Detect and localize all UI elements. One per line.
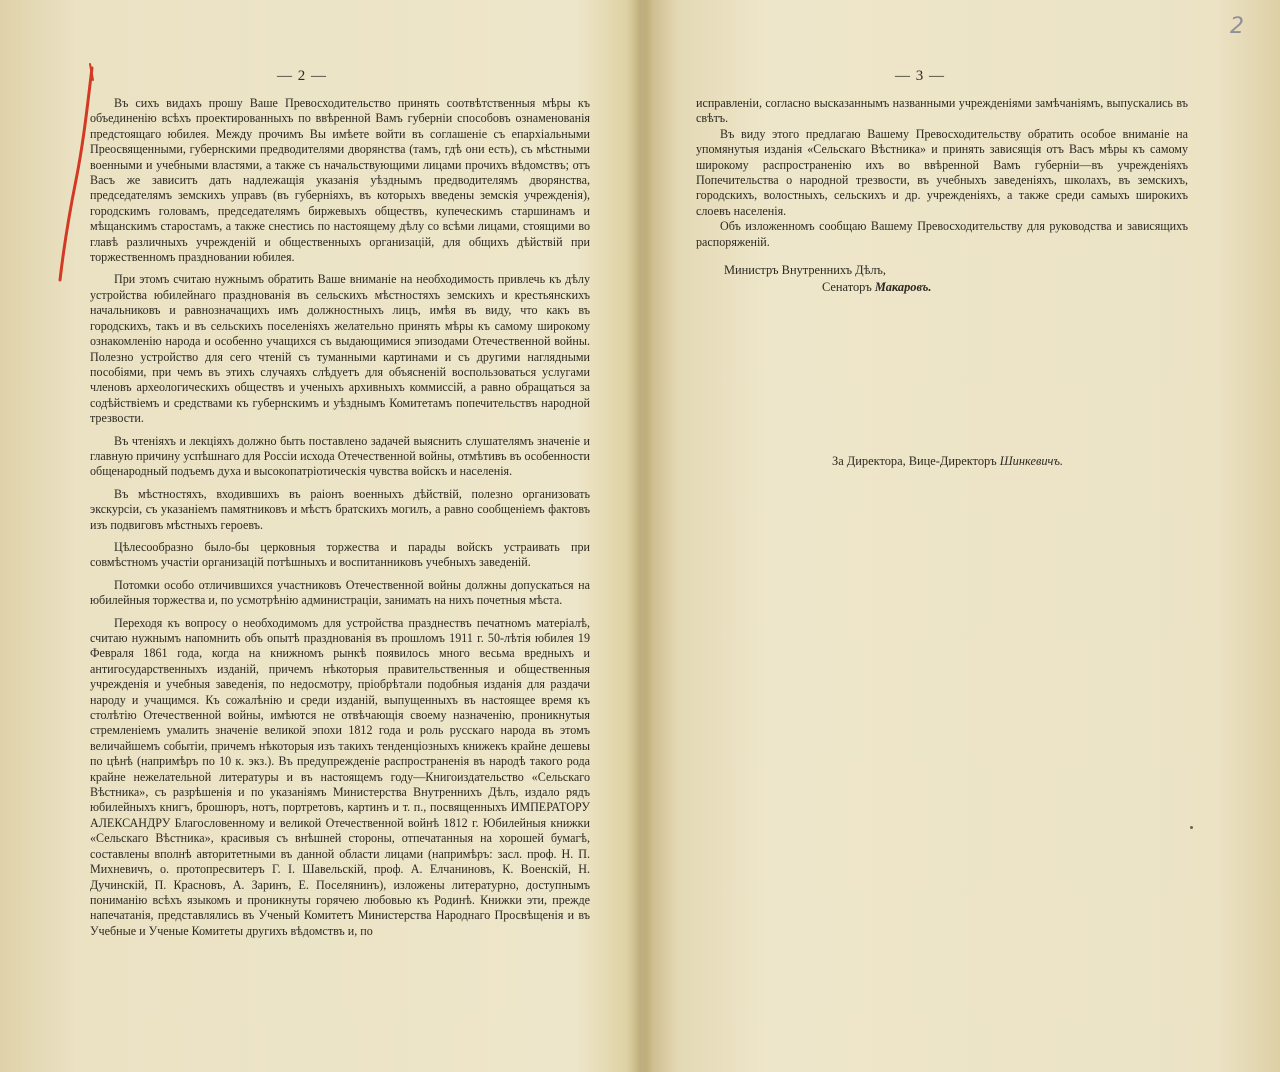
right-page [640,0,1280,1072]
director-title: За Директора, Вице-Директоръ [832,454,997,468]
minister-signature [724,262,1024,296]
paragraph: Объ изложенномъ сообщаю Вашему Превосходительству для руководства и зависящихъ распоряженій. [696,219,1188,249]
page-number-right: — 3 — [895,68,945,84]
continuation-text: исправленіи, согласно высказаннымъ названными учрежденіями замѣчаніямъ, выпускались въ свѣтъ. [696,96,1188,126]
paragraph: Въ сихъ видахъ прошу Ваше Превосходительство принять соотвѣтственныя мѣры къ объединенію всѣхъ проектированныхъ по ввѣренной Вамъ губерніи способовъ ознаменованія предстоящаго юбилея. Между прочимъ Вы имѣете войти въ соглашеніе съ епархіальными Преосвященными, губернскими предводителями дворянства (тамъ, гдѣ они есть), съ мѣстными военными и учебными властями, а также съ начальствующими лицами прочихъ вѣдомствъ; отъ Васъ же зависитъ дать надлежащія указанія уѣзднымъ предводителямъ дворянства, председателямъ земскихъ управъ (въ губерніяхъ, въ которыхъ введены земскія учрежденія), городскимъ головамъ, председателямъ биржевыхъ обществъ, купеческимъ старшинамъ и мѣщанскимъ старостамъ, а также снестись по настоящему дѣлу со всѣми лицами, стоящими во главѣ различныхъ учрежденій и общественныхъ организацій, для общихъ дѣйствій при торжественномъ праздновании юбилея. [90,96,590,265]
right-page-body [696,96,1188,250]
signature-rank-line [724,279,1024,296]
paragraph: Переходя къ вопросу о необходимомъ для устройства празднествъ печатномъ матеріалѣ, считаю нужнымъ напомнить объ опытѣ празднованія въ прошломъ 1911 г. 50-лѣтія юбилея 19 Февраля 1861 года, когда на книжномъ рынкѣ появилось много весьма вредныхъ и антигосударственныхъ изданій, причемъ нѣкоторыя правительственныя и общественныя учрежденія и учебныя заведенія, по недосмотру, пріобрѣтали подобныя изданія для раздачи народу и учащимся. Къ сожалѣнію и среди изданій, выпущенныхъ въ настоящее время къ столѣтію Отечественной войны, имѣются не отвѣчающія своему назначенію, проникнутыя стремленіемъ умалить значеніе великой эпохи 1812 года и роль русскаго народа въ этомъ величайшемъ событіи, причемъ нѣкоторыя изъ такихъ тенденціозныхъ книжекъ крайне дешевы по цѣнѣ (напримѣръ по 10 к. экз.). Въ предупрежденіе распространенія въ народѣ такого рода крайне нежелательной литературы и въ настоящемъ году—Книгоиздательство «Сельскаго Вѣстника», съ разрѣшенія и по указаніямъ Министерства Внутреннихъ Дѣлъ, издало рядъ юбилейныхъ книгъ, брошюръ, нотъ, портретовъ, картинъ и т. п., посвященныхъ ИМПЕРАТОРУ АЛЕКСАНДРУ Благословенному и великой Отечественной войнѣ 1812 г. Юбилейныя книжки «Сельскаго Вѣстника», красивыя съ внѣшней стороны, отпечатанныя на хорошей бумагѣ, составлены вполнѣ авторитетными въ данной области лицами (напримѣръ: засл. проф. Н. П. Михневичъ, о. протопресвитеръ Г. І. Шавельскій, проф. А. Елчаниновъ, К. Военскій, Н. Дучинскій, П. Красновъ, А. Заринъ, Е. Поселянинъ), изложены литературно, доступнымъ пониманію всѣхъ языкомъ и проникнуты горячею любовью къ Родинѣ. Книжки эти, прежде напечатанія, представлялись въ Ученый Комитетъ Министерства Народнаго Просвѣщенія и въ Учебные и Ученые Комитеты другихъ вѣдомствъ и, по [90,615,590,938]
paragraph: Въ виду этого предлагаю Вашему Превосходительству обратить особое вниманіе на упомянутыя изданія «Сельскаго Вѣстника» и принять зависящія отъ Васъ мѣры къ самому широкому распространенію ихъ во ввѣренной Вамъ губерніи—въ учрежденіяхъ Попечительства о народной трезвости, въ учебныхъ заведеніяхъ, школахъ, въ земскихъ, городскихъ, волостныхъ, сельскихъ и др. учрежденіяхъ, а также среди самыхъ широкихъ слоевъ населенія. [696,126,1188,218]
signature-rank: Сенаторъ [822,280,872,294]
red-margin-mark [54,60,94,290]
director-signature [832,453,1232,469]
archive-page-mark: 2 [1230,14,1244,39]
signature-name: Макаровъ. [874,280,932,294]
page-number-left: — 2 — [277,68,327,84]
paper-speck [1190,826,1193,829]
paragraph: Въ мѣстностяхъ, входившихъ въ раіонъ военныхъ дѣйствій, полезно организовать экскурсіи, съ указаніемъ памятниковъ и мѣстъ братскихъ могилъ, а равно сообщеніемъ фактовъ изъ подвиговъ мѣстныхъ героевъ. [90,486,590,532]
paragraph: Потомки особо отличившихся участниковъ Отечественной войны должны допускаться на юбилейныя торжества и, по усмотрѣнію администраціи, занимать на нихъ почетныя мѣста. [90,577,590,608]
director-name: Шинкевичъ. [999,454,1064,468]
signature-title: Министръ Внутреннихъ Дѣлъ, [724,263,887,277]
paragraph: При этомъ считаю нужнымъ обратить Ваше вниманіе на необходимость привлечь къ дѣлу устройства юбилейнаго празднованія въ сельскихъ мѣстностяхъ земскихъ и крестьянскихъ начальниковъ и равнозначащихъ имъ должностныхъ лицъ, имѣя въ виду, что какъ въ городскихъ, такъ и въ сельскихъ поселеніяхъ желательно принять мѣры къ самому широкому ознакомленію народа и особенно учащихся съ выдающимися эпизодами Отечественной войны. Полезно устройство для сего чтеній съ туманными картинами и съ другими наглядными пособіями, при чемъ въ этихъ случаяхъ слѣдуетъ для объясненій воспользоваться услугами членовъ археологическихъ обществъ и ученыхъ архивныхъ коммиссій, а равно обращаться за содѣйствіемъ и средствами къ губернскимъ и уѣзднымъ Комитетамъ попечительствъ народной трезвости. [90,272,590,426]
paragraph: Въ чтеніяхъ и лекціяхъ должно быть поставлено задачей выяснить слушателямъ значеніе и главную причину успѣшнаго для Россіи исхода Отечественной войны, отмѣтивъ въ особенности общенародный подъемъ духа и высокопатріотическія чувства войскъ и населенія. [90,433,590,479]
paragraph: Цѣлесообразно было-бы церковныя торжества и парады войскъ устраивать при совмѣстномъ участіи организацій потѣшныхъ и воспитанниковъ учебныхъ заведеній. [90,539,590,570]
left-page-body [90,96,590,946]
